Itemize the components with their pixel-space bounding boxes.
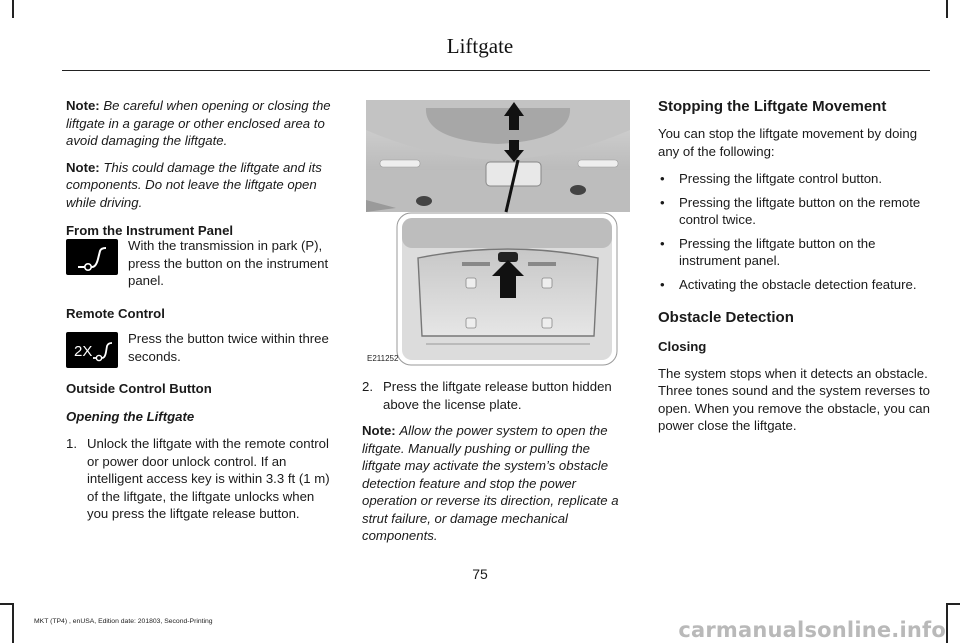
page-title: Liftgate [446,34,514,58]
remote-liftgate-icon [66,332,118,368]
step-number: 1. [66,436,77,451]
list-item-text: Pressing the liftgate button on the instrument panel. [679,235,876,268]
right-column [658,97,930,435]
left-column-lower [66,380,338,523]
instrument-panel-text: With the transmission in park (P), press the button on the instrument panel. [128,238,329,288]
bullet-icon: • [660,276,665,292]
stopping-heading: Stopping the Liftgate Movement [658,98,887,115]
remote-icon-label: 2X [74,343,93,360]
bullet-icon: • [660,171,665,186]
step-text: Unlock the liftgate with the remote control or power door unlock control. If an intelligent access key is within 3.3 ft (1 m) of the liftgate, the liftgate unlocks when you press the liftgate release button. [87,436,330,521]
crop-mark [946,603,948,643]
note-text: Be careful when opening or closing the liftgate in a garage or other enclosed area to avoid damaging the liftgate. [66,98,331,148]
note-power-system [362,422,632,545]
list-item-text: Pressing the liftgate button on the remote control twice. [679,194,921,227]
note-caution-driving [66,159,338,212]
note-text: This could damage the liftgate and its components. Do not leave the liftgate open while driving. [66,159,322,210]
crop-mark [946,0,948,18]
note-label: Note: [66,98,100,113]
list-item [658,170,930,188]
bullet-icon: • [660,235,665,251]
crop-mark [946,603,960,605]
step-1 [66,435,338,523]
step-2 [362,378,632,413]
liftgate-illustration [366,100,630,368]
liftgate-button-icon [66,239,118,275]
watermark-text: carmanualsonline.info [678,618,946,642]
note-text: Allow the power system to open the liftgate. Manually pushing or pulling the liftgate may activate the system’s obstacle detection feature and stop the power operation or reverse its direction, replicate a strut failure, or damage mechanical components. [362,423,619,543]
crop-mark [12,603,14,643]
list-item [658,276,930,294]
list-item [658,194,930,229]
note-label: Note: [362,423,396,438]
figure-id: E211252 [367,354,399,363]
step-number: 2. [362,379,373,394]
crop-mark [0,603,14,605]
edition-info: MKT (TP4) , enUSA, Edition date: 201803, Second-Printing [34,618,213,625]
opening-liftgate-heading: Opening the Liftgate [66,408,195,424]
list-item-text: Pressing the liftgate control button. [679,171,883,186]
remote-control-heading: Remote Control [66,306,165,321]
list-item-text: Activating the obstacle detection feature. [679,276,917,292]
note-label: Note: [66,159,100,175]
note-caution-garage [66,97,338,150]
remote-control-text: Press the button twice within three seconds. [128,331,329,364]
list-item [658,235,930,270]
step-text: Press the liftgate release button hidden above the license plate. [383,379,612,412]
middle-column-text [362,378,632,545]
page-number: 75 [472,566,488,582]
obstacle-detection-heading: Obstacle Detection [658,309,794,326]
crop-mark [12,0,14,18]
stopping-intro: You can stop the liftgate movement by doing any of the following: [658,126,918,159]
instrument-panel-heading: From the Instrument Panel [66,223,234,238]
closing-text: The system stops when it detects an obstacle. Three tones sound and the system reverses to open. When you remove the obstacle, you can power close the liftgate. [658,365,930,433]
left-column [66,97,338,240]
header-divider [62,70,930,71]
outside-control-heading: Outside Control Button [66,381,212,396]
closing-heading: Closing [658,339,707,354]
bullet-icon: • [660,194,665,210]
